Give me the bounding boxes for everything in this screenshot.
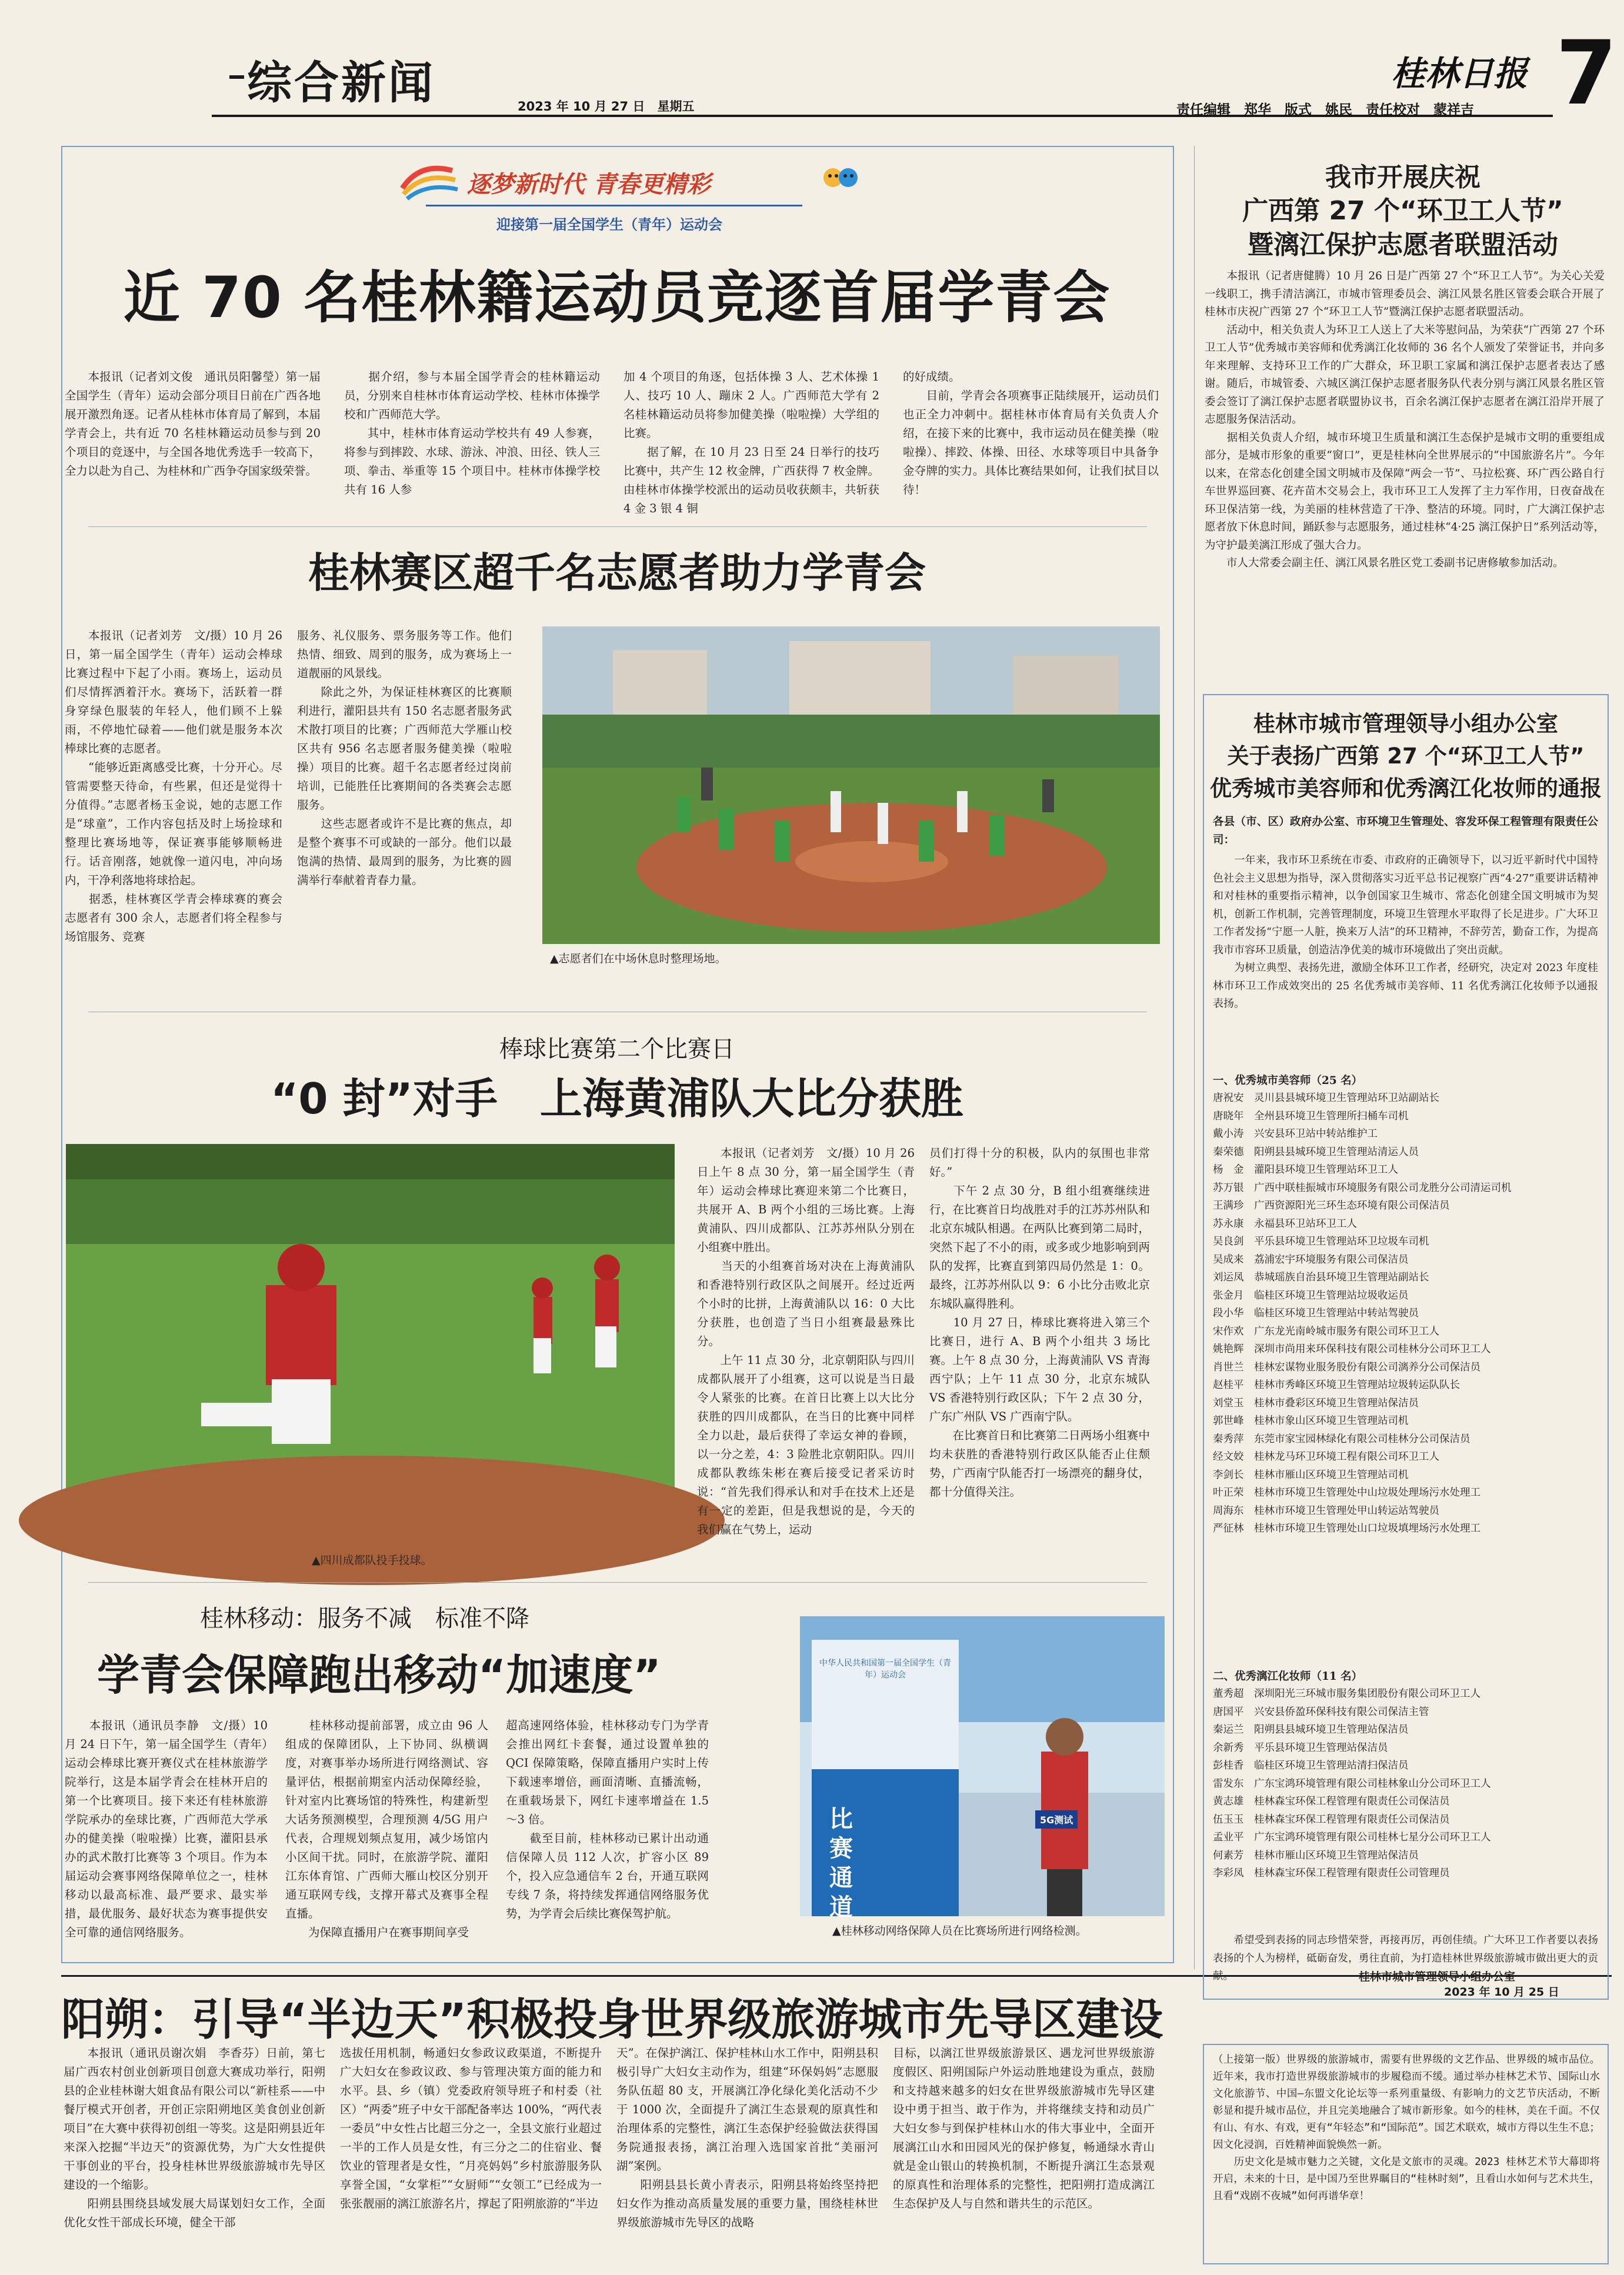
article5-col2: 选拔任用机制，畅通妇女参政议政渠道，不断提升广大妇女在参政议政、参与管理决策方面的能力和水平。县、乡（镇）党委政府领导班子和村委（社区）“两委”班子中女干部配备率达 100%，“两代表一委员”中女性占比超三分之一，全县文旅行业超过一半的工作人员是女性，有三分之二的住宿业、餐饮业的管理者是女性，“月亮妈妈”乡村旅游服务队享誉全国，“女掌柜”“女厨师”“女领工”已经成为一张张靓丽的漓江旅游名片，撑起了阳朔旅游的“半边 bbox=[340, 2046, 602, 2210]
pitcher-photo bbox=[66, 1144, 675, 1544]
article1-col2: 据介绍，参与本届全国学青会的桂林籍运动员，分别来自桂林市体育运动学校、桂林市体操学校和广西师范大学。 其中，桂林市体育运动学校共有 49 人参赛，将参与到摔跤、水球、游泳、冲浪、田径、铁人三项、拳击、举重等 15 个项目中。桂林市体操学校共有 16 人参 bbox=[344, 370, 600, 496]
article2-headline: 桂林赛区超千名志愿者助力学青会 bbox=[308, 549, 926, 597]
network-test-photo bbox=[800, 1616, 1165, 1921]
article1-col3: 加 4 个项目的角逐，包括体操 3 人、艺术体操 1 人、技巧 10 人、蹦床 2 人。广西师范大学有 2 名桂林籍运动员将参加健美操（啦啦操）大学组的比赛。 据了解，在 10 月 23 日至 24 日举行的技巧比赛中，共产生 12 枚金牌，广西获得 7 枚金牌。由桂林市体操学校派出的运动员收获颇丰，共斩获 4 金 3 银 4 铜 bbox=[623, 370, 879, 515]
divider bbox=[88, 526, 1147, 527]
notice-closing: 希望受到表扬的同志珍惜荣誉，再接再厉，再创佳绩。广大环卫工作者要以表扬表扬的个人为榜样，砥砺奋发，勇往直前，为打造桂林世界级旅游城市做出更大的贡献。 bbox=[1213, 1934, 1598, 1982]
article6-headline-3: 暨漓江保护志愿者联盟活动 bbox=[1248, 230, 1558, 260]
pitcher-caption: ▲四川成都队投手投球。 bbox=[312, 1554, 432, 1567]
notice-issuer: 桂林市城市管理领导小组办公室 bbox=[1253, 711, 1558, 736]
banner-underline bbox=[426, 205, 802, 206]
notice-signature: 桂林市城市管理领导小组办公室 bbox=[1359, 1970, 1516, 1983]
photo-sign-channel: 比赛通道 bbox=[829, 1806, 853, 1921]
article3-kicker: 棒球比赛第二个比赛日 bbox=[499, 1036, 735, 1063]
notice-group2-title: 二、优秀漓江化妆师（11 名） bbox=[1213, 1670, 1363, 1683]
notice-title-2: 优秀城市美容师和优秀漓江化妆师的通报 bbox=[1210, 776, 1602, 801]
article1-col1: 本报讯（记者刘文俊 通讯员阳馨瑩）第一届全国学生（青年）运动会部分项目日前在广西各地展开激烈角逐。记者从桂林市体育局了解到，本届学青会上，共有近 70 名桂林籍运动员参与到 20 个项目的竞逐中，与全国各地优秀选手一较高下，全力以赴为自己、为桂林和广西争夺国家级荣誉。 bbox=[65, 370, 325, 478]
volunteers-photo bbox=[542, 626, 1160, 944]
article1-headline: 近 70 名桂林籍运动员竞逐首届学青会 bbox=[123, 265, 1111, 331]
article1-col4: 的好成绩。 目前，学青会各项赛事正陆续展开，运动员们也正全力冲刺中。据桂林市体育局有关负责人介绍，在接下来的比赛中，我市运动员在健美操（啦啦操）、摔跤、体操、田径、水球等项目中具备争金夺牌的实力。具体比赛结果如何，让我们拭目以待！ bbox=[903, 370, 1159, 496]
article5-headline: 阳朔：引导“半边天”积极投身世界级旅游城市先导区建设 bbox=[61, 1994, 1163, 2045]
article4-col3: 超高速网络体验，桂林移动专门为学青会推出网红卡套餐，通过设置单独的 QCI 保障策略，保障直播用户实时上传下载速率增倍，画面清晰、直播流畅，在重载场景下，网红卡速率增益在 1.5～3 倍。 截至目前，桂林移动已累计出动通信保障人员 112 人次，扩容小区 89 个，投入应急通信车 2 台，开通互联网专线 7 条，将持续发挥通信网络服务优势，为学青会后续比赛保驾护航。 bbox=[506, 1719, 709, 1920]
article4-col1: 本报讯（通讯员李静 文/摄）10 月 24 日下午，第一届全国学生（青年）运动会棒球比赛开赛仪式在桂林旅游学院举行，这是本届学青会在桂林开启的第一个比赛项目。接下来还有桂林旅游学院承办的垒球比赛，广西师范大学承办的健美操（啦啦操）比赛，灌阳县承办的武术散打比赛等 3 个项目。作为本届运动会赛事网络保障单位之一，桂林移动以最高标准、最严要求、最实举措，最优服务、最好状态为赛事提供安全可靠的通信网络服务。 bbox=[65, 1719, 272, 1939]
article6-body: 本报讯（记者唐健腾）10 月 26 日是广西第 27 个“环卫工人节”。为关心关爱一线职工，携手清洁漓江，市城市管理委员会、漓江风景名胜区管委会联合开展了桂林市庆祝广西第 27 个“环卫工人节”暨漓江保护志愿者联盟活动。 活动中，相关负责人为环卫工人送上了大米等慰问品，为荣获“广西第 27 个环卫工人节”优秀城市美容师和优秀漓江化妆师的 36 名个人颁发了荣誉证书，并向多年来理解、支持环卫工作的广大群众，环卫职工家属和漓江保护志愿者表达了感谢。随后，市城管委、六城区漓江保护志愿者服务队代表分别与漓江风景名胜区管委会签订了漓江保护志愿者联盟协议书，百余名漓江保护志愿者在漓江沿岸开展了志愿服务保洁活动。 据相关负责人介绍，城市环境卫生质量和漓江生态保护是城市文明的重要组成部分，是城市形象的重要“窗口”，更是桂林向全世界展示的“中国旅游名片”。今年以来，在常态化创建全国文明城市及保障“两会一节”、马拉松赛、环广西公路自行车世界巡回赛、花卉苗木交易会上，我市环卫工人发挥了主力军作用，日夜奋战在环卫保洁第一线，为美丽的桂林营造了干净、整洁的环境。同时，广大漓江保护志愿者放下休息时间，踊跃参与志愿服务，通过桂林“4·25 漓江保护日”系列活动等，为守护最美漓江形成了强大合力。 市人大常委会副主任、漓江风景名胜区党工委副书记唐修敏参加活动。 bbox=[1205, 270, 1605, 569]
volunteers-caption: ▲志愿者们在中场休息时整理场地。 bbox=[550, 952, 726, 965]
notice-salutation: 各县（市、区）政府办公室、市环境卫生管理处、容发环保工程管理有限责任公司： bbox=[1213, 816, 1598, 846]
network-test-caption: ▲桂林移动网络保障人员在比赛场所进行网络检测。 bbox=[832, 1924, 1087, 1937]
banner-subtitle: 迎接第一届全国学生（青年）运动会 bbox=[496, 216, 722, 233]
page-header bbox=[212, 12, 1618, 125]
photo-sign-games: 中华人民共和国第一届全国学生（青年）运动会 bbox=[819, 1659, 951, 1680]
article4-kicker: 桂林移动：服务不减 标准不降 bbox=[200, 1605, 529, 1632]
banner-slogan: 逐梦新时代 青春更精彩 bbox=[467, 171, 711, 198]
mascot-icon bbox=[820, 160, 861, 195]
notice-group1-title: 一、优秀城市美容师（25 名） bbox=[1213, 1075, 1363, 1087]
notice-group2-list: 董秀超 深圳阳光三环城市服务集团股份有限公司环卫工人 唐国平 兴安县侨盈环保科技有限公司保洁主管 秦运兰 阳朔县县城环境卫生管理站保洁员 余新秀 平乐县环境卫生管理站保洁员 彭桂香 临桂区环境卫生管理站清扫保洁员 雷发东 广东宝鸿环境管理有限公司桂林象山分公司环卫工人 黄志雄 桂林森宝环保工程管理有限责任公司保洁员 伍玉玉 桂林森宝环保工程管理有限责任公司保洁员 孟业平 广东宝鸿环境管理有限公司桂林七星分公司环卫工人 何素芳 桂林市雁山区环境卫生管理站保洁员 李彩凤 桂林森宝环保工程管理有限责任公司管理员 bbox=[1213, 1688, 1491, 1879]
games-logo-icon bbox=[396, 159, 461, 200]
article4-col2: 桂林移动提前部署，成立由 96 人组成的保障团队，上下协同、纵横调度，对赛事举办场所进行网络测试、容量评估，根据前期室内活动保障经验，针对室内比赛场馆的特殊性，构建新型大话务预测模型，合理预测 4/5G 用户代表，合理规划频点复用，减少场馆内小区间干扰。同时，在旅游学院、灌阳江东体育馆、广西师大雁山校区分别开通互联网专线，支撑开幕式及赛事全程直播。 为保障直播用户在赛事期间享受 bbox=[285, 1719, 488, 1939]
masthead-logo: 桂林日报 bbox=[1391, 54, 1528, 94]
article4-headline: 学青会保障跑出移动“加速度” bbox=[97, 1650, 661, 1700]
article2-col2: 服务、礼仪服务、票务服务等工作。他们热情、细致、周到的服务，成为赛场上一道靓丽的风景线。 除此之外，为保证桂林赛区的比赛顺利进行，灌阳县共有 150 名志愿者服务武术散打项目的比赛；广西师范大学雁山校区共有 956 名志愿者服务健美操（啦啦操）项目的比赛。超千名志愿者经过岗前培训，已能胜任比赛期间的各类赛会志愿服务。 这些志愿者或许不是比赛的焦点，却是整个赛事不可或缺的一部分。他们以最饱满的热情、最周到的服务，为比赛的圆满举行奉献着青春力量。 bbox=[297, 629, 512, 887]
article5-col4: 目标，以漓江世界级旅游景区、遇龙河世界级旅游度假区、阳朔国际户外运动胜地建设为重点，鼓励和支持越来越多的妇女在世界级旅游城市先导区建设中勇于担当、敢于作为，并将继续支持和动员广大妇女参与到保护桂林山水的伟大事业中，全面开展漓江山水和田园风光的保护修复，畅通绿水青山就是金山银山的转换机制，不断提升漓江生态景观的原真性和治理体系的完整性，把阳朔打造成漓江生态保护及人与自然和谐共生的示范区。 bbox=[893, 2046, 1155, 2210]
article5-col3: 天”。在保护漓江、保护桂林山水工作中，阳朔县积极引导广大妇女主动作为，组建“环保妈妈”志愿服务队伍超 80 支，开展漓江净化绿化美化活动不少于 1000 次，全面提升了漓江生态景观的原真性和治理体系的完整性，漓江生态保护经验做法获得国务院通报表扬，漓江治理入选国家首批“美丽河湖”案例。 阳朔县县长黄小青表示，阳朔县将始终坚持把妇女作为推动高质量发展的重要力量，围绕桂林世界级旅游城市先导区的战略 bbox=[616, 2046, 878, 2229]
editor-credits: 责任编辑 郑华 版式 姚民 责任校对 蒙祥吉 bbox=[1176, 102, 1474, 118]
right-column-rule bbox=[1194, 146, 1195, 1969]
divider bbox=[88, 1582, 1147, 1583]
article3-col2: 员们打得十分的积极，队内的氛围也非常好。” 下午 2 点 30 分，B 组小组赛继续进行，在比赛首日均战胜对手的江苏苏州队和北京东城队相遇。在两队比赛到第二局时，突然下起了不小的雨，或多或少地影响到两队的发挥，比赛直到第四局仍然是 1：0。最终，江苏苏州队以 9：6 小比分击败北京东城队赢得胜利。 10 月 27 日，棒球比赛将进入第三个比赛日，进行 A、B 两个小组共 3 场比赛。上午 8 点 30 分，上海黄浦队 VS 青海西宁队；上午 11 点 30 分，北京东城队 VS 香港特别行政区队；下午 2 点 30 分，广东广州队 VS 广西南宁队。 在比赛首日和比赛第二日两场小组赛中均未获胜的香港特别行政区队能否止住颓势，广西南宁队能否打一场漂亮的翻身仗，都十分值得关注。 bbox=[929, 1146, 1150, 1499]
article5-col1: 本报讯（通讯员谢次娟 李香芬）日前，第七届广西农村创业创新项目创意大赛成功举行，阳朔县的企业桂林谢大姐食品有限公司以“新桂系——中餐厅模式开创者，开创正宗阳朔地区美食创业创新项目”在大赛中获得初创组一等奖。这是阳朔县近年来深入挖掘“半边天”的资源优势，为广大女性提供干事创业的平台，投身桂林世界级旅游城市先导区建设的一个缩影。 阳朔县围绕县域发展大局谋划妇女工作，全面优化女性干部成长环境，健全干部 bbox=[64, 2046, 325, 2229]
header-section-title: 综合新闻 bbox=[247, 56, 435, 109]
continued-text: （上接第一版）世界级的旅游城市，需要有世界级的文艺作品、世界级的城市品位。近年来，我市打造世界级旅游城市的步履稳而不缓。通过举办桂林艺术节、国际山水文化旅游节、中国—东盟文化论坛等一系列重量级、有影响力的文艺节庆活动，不断彰显和提升城市品位，并且完美地融合了城市新形象。如今的桂林，美在千面。不仅有山、有水、有戏，更有“年轻态”和“国际范”。国艺术联欢，城市方得以生生不息；因文化浸润，百姓精神面貌焕然一新。 历史文化是城市魅力之关键，文化是文旅市的灵魂。2023 桂林艺术节大幕即将开启，未来的十日，是中国乃至世界瞩目的“桂林时刻”，且看山水如何与艺术共生，且看“戏剧不夜城”如何再谱华章！ bbox=[1213, 2054, 1600, 2202]
notice-group1-list: 唐祝安 灵川县县城环境卫生管理站环卫站副站长 唐晓年 全州县环境卫生管理所扫桶车司机 戴小涛 兴安县环卫站中转站维护工 秦荣德 阳朔县县城环境卫生管理站清运人员 杨 金 灌阳县环境卫生管理站环卫工人 苏万银 广西中联桂振城市环境服务有限公司龙胜分公司清运司机 王满珍 广西资源阳光三环生态环境有限公司保洁员 苏永康 永福县环卫站环卫工人 吴良剑 平乐县环境卫生管理站环卫垃圾车司机 吴成来 荔浦宏宇环境服务有限公司保洁员 刘运凤 恭城瑶族自治县环境卫生管理站副站长 张金月 临桂区环境卫生管理站垃圾收运员 段小华 临桂区环境卫生管理站中转站驾驶员 宋作欢 广东龙光南岭城市服务有限公司环卫工人 姚艳辉 深圳市尚用来环保科技有限公司桂林分公司环卫工人 肖世兰 桂林宏谋物业服务股份有限公司漓养分公司保洁员 赵桂平 桂林市秀峰区环境卫生管理站垃圾转运队队长 刘堂玉 桂林市叠彩区环境卫生管理站保洁员 郭世峰 桂林市象山区环境卫生管理站司机 秦秀萍 东莞市家宝园林绿化有限公司桂林分公司保洁员 经文姣 桂林龙马环卫环境工程有限公司环卫工人 李剑长 桂林市雁山区环境卫生管理站司机 叶正荣 桂林市环境卫生管理处中山垃圾处理场污水处理工 周海东 桂林市环境卫生管理处甲山转运站驾驶员 严征林 桂林市环境卫生管理处山口垃圾填埋场污水处理工 bbox=[1213, 1092, 1512, 1535]
article6-headline-1: 我市开展庆祝 bbox=[1325, 162, 1480, 192]
article2-col1: 本报讯（记者刘芳 文/摄）10 月 26 日，第一届全国学生（青年）运动会棒球比赛过程中下起了小雨。赛场上，运动员们尽情挥洒着汗水。赛场下，活跃着一群身穿绿色服装的年轻人，他们顾不上躲雨，不停地忙碌着——他们就是服务本次棒球比赛的志愿者。 “能够近距离感受比赛，十分开心。尽管需要整天待命，有些累，但还是觉得十分值得。”志愿者杨玉金说，她的志愿工作是“球童”，工作内容包括及时上场捡球和整理比赛场地等，保证赛事能够顺畅进行。话音刚落，她就像一道闪电，冲向场内，干净利落地将球拾起。 据悉，桂林赛区学青会棒球赛的赛会志愿者有 300 余人，志愿者们将全程参与场馆服务、竞赛 bbox=[65, 629, 282, 943]
notice-title-1: 关于表扬广西第 27 个“环卫工人节” bbox=[1227, 743, 1585, 769]
page-number: 7 bbox=[1556, 22, 1618, 125]
header-date: 2023 年 10 月 27 日 星期五 bbox=[518, 99, 695, 114]
header-rule-left bbox=[229, 75, 244, 79]
article6-headline-2: 广西第 27 个“环卫工人节” bbox=[1242, 196, 1563, 226]
games-banner bbox=[61, 147, 1173, 253]
article3-headline: “0 封”对手 上海黄浦队大比分获胜 bbox=[271, 1074, 963, 1123]
photo-5g-badge: 5G测试 bbox=[1035, 1810, 1078, 1829]
notice-body: 一年来，我市环卫系统在市委、市政府的正确领导下，以习近平新时代中国特色社会主义思想为指导，深入贯彻落实习近平总书记视察广西“4·27”重要讲话精神和对桂林的重要指示精神，以争创国家卫生城市、常态化创建全国文明城市为契机，创新工作机制，完善管理制度，环境卫生管理水平取得了长足进步。广大环卫工作者发扬“宁愿一人脏，换来万人洁”的环卫精神，不辞劳苦，勤奋工作，为提高我市市容环卫质量，创造洁净优美的城市环境做出了突出贡献。 为树立典型、表扬先进，激励全体环卫工作者，经研究，决定对 2023 年度桂林市环卫工作成效突出的 25 名优秀城市美容师、11 名优秀漓江化妆师予以通报表扬。 bbox=[1213, 854, 1598, 1010]
notice-sign-date: 2023 年 10 月 25 日 bbox=[1444, 1986, 1559, 1999]
article3-col1: 本报讯（记者刘芳 文/摄）10 月 26 日上午 8 点 30 分，第一届全国学生（青年）运动会棒球比赛迎来第二个比赛日，共展开 A、B 两个小组的三场比赛。上海黄浦队、四川成都队、江苏苏州队分别在小组赛中胜出。 当天的小组赛首场对决在上海黄浦队和香港特别行政区队之间展开。经过近两个小时的比拼，上海黄浦队以 16：0 大比分获胜，也创造了当日小组赛最悬殊比分。 上午 11 点 30 分，北京朝阳队与四川成都队展开了小组赛，这可以说是当日最令人紧张的比赛。在首日比赛上以大比分获胜的四川成都队，在当日的比赛中同样全力以赴，最后获得了幸运女神的眷顾，以一分之差，4：3 险胜北京朝阳队。四川成都队教练朱彬在赛后接受记者采访时说：“首先我们得承认和对手在技术上还是有一定的差距，但是我想说的是，今天的我们赢在气势上，运动 bbox=[697, 1146, 915, 1536]
